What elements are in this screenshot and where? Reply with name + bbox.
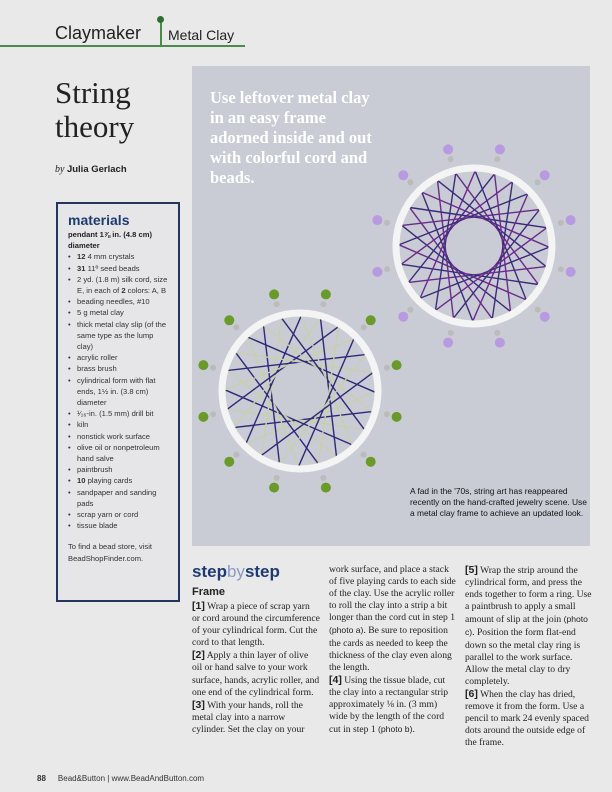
crystal-bead [495, 144, 505, 154]
seed-bead [407, 179, 413, 185]
seed-bead [535, 307, 541, 313]
materials-box [56, 202, 180, 602]
metal-clay-frame [396, 168, 552, 324]
seed-bead [210, 411, 216, 417]
quantity: 2 [121, 286, 126, 296]
item-text: acrylic roller [77, 353, 118, 363]
seed-bead [407, 307, 413, 313]
seed-bead [535, 179, 541, 185]
item-text: olive oil or nonpetroleum hand salve [77, 442, 160, 464]
crystal-bead [198, 412, 208, 422]
seed-bead [494, 330, 500, 336]
seed-bead [384, 411, 390, 417]
step-number: [4] [329, 673, 342, 686]
crystal-bead [321, 483, 331, 493]
step-number: [6] [465, 687, 478, 700]
item-text: 2 yd. (1.8 m) silk cord, size E, in each of [77, 274, 168, 296]
seed-bead [494, 156, 500, 162]
item-text: paintbrush [77, 465, 113, 475]
materials-item [68, 520, 171, 531]
byline [55, 164, 127, 175]
step-text: With your hands, roll the metal clay into a narrow cylinder. Set the clay on your [192, 699, 305, 735]
crystal-bead [392, 412, 402, 422]
item-text: thick metal clay slip (of the same type as the lump clay) [77, 319, 167, 352]
lede: Use leftover metal clay in an easy frame adorned inside and out with colorful cord and beads. [210, 88, 372, 187]
header-pin-dot [157, 16, 164, 23]
materials-item [68, 352, 171, 363]
item-text: tissue blade [77, 521, 118, 531]
bead-store-note: To find a bead store, visit BeadShopFinder.com. [68, 542, 152, 563]
materials-item [68, 319, 171, 353]
header-rule [0, 45, 245, 47]
item-text: 4 mm crystals [85, 252, 135, 262]
crystal-bead [443, 338, 453, 348]
crystal-bead [366, 457, 376, 467]
step-text: work surface, and place a stack of five playing cards to each side of the clay. Use the acrylic roller to roll the clay into a strip a bit longer than the cord cut in step 1 [329, 564, 456, 624]
item-text: ¹⁄₁₆-in. (1.5 mm) drill bit [77, 409, 154, 419]
header-pin [160, 22, 162, 46]
item-text: sandpaper and sanding pads [77, 487, 157, 508]
steps-column-3 [465, 564, 595, 749]
materials-item [68, 307, 171, 318]
title-line: theory [55, 109, 135, 144]
article-title [55, 76, 134, 144]
magazine-info: Bead&Button | www.BeadAndButton.com [57, 774, 205, 783]
photo-caption: A fad in the '70s, string art has reappeared recently on the hand-crafted jewelry scene. Use a metal clay frame to achieve an updated look. [410, 486, 587, 518]
crystal-bead [224, 315, 234, 325]
materials-item [68, 509, 171, 520]
title-line: String [55, 75, 131, 110]
seed-bead [361, 324, 367, 330]
step-text: Using the tissue blade, cut the clay into a rectangular strip approximately ⅛ in. (3 mm) wide by the length of the cord cut in step 1 [329, 674, 449, 736]
item-text: kiln [77, 420, 89, 430]
crystal-bead [443, 144, 453, 154]
step-text: Wrap a piece of scrap yarn or cord around the circumference of your cylindrical form. Cut the cord to that length. [192, 601, 320, 649]
seed-bead [558, 220, 564, 226]
section-name: Claymaker [55, 23, 142, 43]
heading-part: by [226, 562, 245, 581]
materials-item [68, 464, 171, 475]
crystal-bead [366, 315, 376, 325]
materials-item [68, 375, 171, 409]
page-number: 88 [37, 774, 46, 783]
seed-bead [384, 365, 390, 371]
step-number: [5] [465, 564, 478, 576]
materials-item [68, 363, 171, 374]
author: Julia Gerlach [66, 164, 127, 175]
materials-item [68, 475, 171, 486]
photo-ref: (photo c) [465, 614, 588, 638]
quantity: 12 [77, 252, 86, 262]
item-text: scrap yarn or cord [77, 510, 139, 520]
photo-ref: (photo b) [378, 724, 413, 735]
seed-bead [210, 365, 216, 371]
materials-item [68, 274, 171, 296]
step-text: Wrap the strip around the cylindrical form, and press the ends together to form a ring. Use a paintbrush to apply a small amount of slip at the join [465, 565, 592, 626]
seed-bead [384, 220, 390, 226]
heading-part: step [192, 562, 227, 581]
step-number: [2] [192, 649, 205, 662]
step-text: When the clay has dried, remove it from the form. Use a pencil to mark 24 evenly spaced dots around the outside edge of the frame. [465, 688, 589, 749]
item-text: playing cards [85, 476, 133, 486]
crystal-bead [392, 360, 402, 370]
steps-column-2 [329, 564, 457, 736]
item-text: nonstick work surface [77, 431, 151, 441]
materials-subtitle: pendant 1⅞ in. (4.8 cm) diameter [68, 230, 152, 251]
footer [37, 774, 204, 783]
materials-item [68, 296, 171, 307]
step-by-step-heading [192, 562, 280, 582]
item-text: 5 g metal clay [77, 308, 124, 318]
materials-heading: materials [68, 212, 130, 228]
crystal-bead [540, 170, 550, 180]
materials-item [68, 408, 171, 419]
step-text: . Position the form flat-end down so the metal clay ring is parallel to the work surface. Allow the metal clay to dry completely. [465, 627, 581, 687]
frame-subhead: Frame [192, 586, 226, 598]
crystal-bead [398, 312, 408, 322]
item-text: colors: A, B [125, 286, 167, 296]
materials-list [68, 251, 171, 531]
materials-item [68, 487, 171, 509]
item-text: brass brush [77, 364, 117, 374]
by-label: by [55, 164, 65, 175]
seed-bead [361, 452, 367, 458]
seed-bead [448, 330, 454, 336]
crystal-bead [540, 312, 550, 322]
crystal-bead [566, 215, 576, 225]
materials-item [68, 251, 171, 262]
steps-column-1 [192, 600, 320, 736]
step-number: [3] [192, 698, 205, 711]
step-text: Apply a thin layer of olive oil or hand salve to your work surface, hands, acrylic roller, and one end of the cylindrical form. [192, 650, 320, 698]
step-text: . [412, 724, 415, 736]
materials-item [68, 442, 171, 464]
seed-bead [233, 452, 239, 458]
quantity: 10 [77, 476, 86, 486]
crystal-bead [224, 457, 234, 467]
seed-bead [320, 475, 326, 481]
quantity: 31 [77, 263, 86, 273]
materials-item [68, 431, 171, 442]
materials-item [68, 419, 171, 430]
step [192, 699, 320, 736]
seed-bead [558, 266, 564, 272]
heading-part: step [244, 562, 280, 581]
photo-ref: (photo a) [329, 625, 364, 636]
step-number: [1] [192, 600, 205, 612]
step [192, 600, 320, 649]
crystal-bead [495, 338, 505, 348]
crystal-bead [269, 289, 279, 299]
step [192, 649, 320, 698]
step-text: . Be sure to reposition the cards as needed to keep the thickness of the clay even along the length. [329, 625, 452, 673]
item-text: beading needles, #10 [77, 297, 150, 307]
seed-bead [448, 156, 454, 162]
materials-item [68, 263, 171, 274]
item-text: 11º seed beads [85, 263, 140, 273]
crystal-bead [372, 267, 382, 277]
seed-bead [384, 266, 390, 272]
crystal-bead [372, 215, 382, 225]
crystal-bead [198, 360, 208, 370]
metal-clay-frame [222, 313, 378, 469]
seed-bead [320, 301, 326, 307]
seed-bead [233, 324, 239, 330]
crystal-bead [321, 289, 331, 299]
item-text: cylindrical form with flat ends, 1½ in. (3.8 cm) diameter [77, 375, 156, 408]
crystal-bead [566, 267, 576, 277]
subsection-name: Metal Clay [168, 27, 235, 43]
crystal-bead [398, 170, 408, 180]
seed-bead [274, 475, 280, 481]
seed-bead [274, 301, 280, 307]
crystal-bead [269, 483, 279, 493]
